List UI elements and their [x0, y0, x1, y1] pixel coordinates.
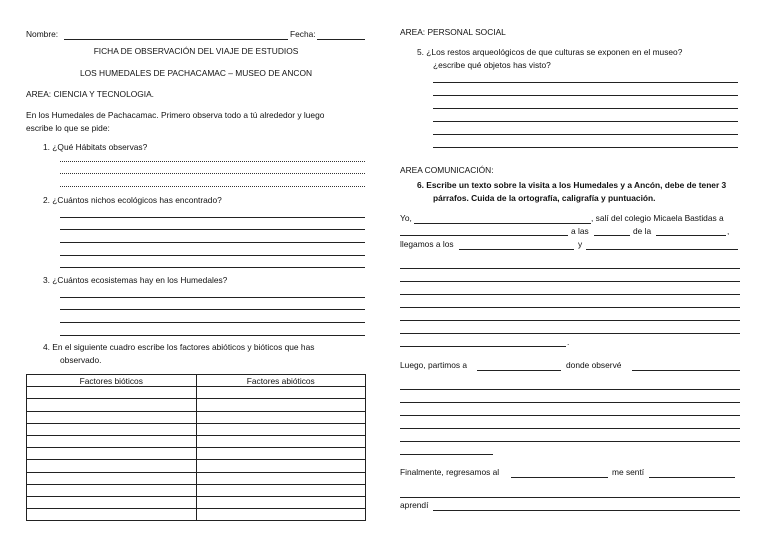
- dela-label: de la: [633, 226, 652, 236]
- blank-turno[interactable]: [656, 235, 726, 236]
- header-abioticos: Factores abióticos: [196, 375, 366, 387]
- llegamos-label: llegamos a los: [400, 239, 454, 249]
- answer-line[interactable]: [400, 454, 493, 455]
- question-6-line-1: 6. Escribe un texto sobre la visita a los Humedales y a Ancón, debe de tener 3: [417, 180, 727, 190]
- blank-partimos[interactable]: [477, 370, 561, 371]
- blank-regresamos[interactable]: [511, 477, 608, 478]
- answer-line[interactable]: [60, 267, 365, 268]
- luego-label: Luego, partimos a: [400, 360, 468, 370]
- alas-label: a las: [571, 226, 589, 236]
- blank-lugar-1[interactable]: [459, 249, 574, 250]
- answer-line[interactable]: [433, 147, 738, 148]
- answer-line[interactable]: [60, 297, 365, 298]
- table-row: [27, 423, 366, 435]
- table-header-row: [27, 375, 366, 387]
- blank-hora[interactable]: [594, 235, 630, 236]
- table-cell[interactable]: [27, 484, 197, 496]
- table-cell[interactable]: [27, 411, 197, 423]
- table-row: [27, 472, 366, 484]
- answer-line[interactable]: [433, 134, 738, 135]
- answer-line[interactable]: [60, 309, 365, 310]
- answer-line[interactable]: [400, 415, 740, 416]
- answer-line[interactable]: [400, 333, 740, 334]
- answer-line[interactable]: [400, 441, 740, 442]
- answer-line[interactable]: [400, 294, 740, 295]
- y-label: y: [578, 239, 583, 249]
- answer-line[interactable]: [60, 161, 365, 162]
- answer-line[interactable]: [60, 173, 365, 174]
- area-comunicacion: AREA COMUNICACIÓN:: [400, 165, 494, 175]
- table-cell[interactable]: [27, 509, 197, 521]
- answer-line[interactable]: [433, 95, 738, 96]
- table-row: [27, 460, 366, 472]
- answer-line[interactable]: [60, 322, 365, 323]
- table-cell[interactable]: [196, 411, 366, 423]
- table-cell[interactable]: [27, 472, 197, 484]
- worksheet-subtitle: LOS HUMEDALES DE PACHACAMAC – MUSEO DE ANCON: [79, 68, 313, 78]
- factors-table: [26, 374, 366, 521]
- question-5-line-2: ¿escribe qué objetos has visto?: [433, 60, 551, 70]
- question-2: 2. ¿Cuántos nichos ecológicos has encontrado?: [43, 195, 222, 205]
- period-label: .: [567, 337, 570, 347]
- table-row: [27, 399, 366, 411]
- table-cell[interactable]: [27, 448, 197, 460]
- table-cell[interactable]: [27, 435, 197, 447]
- table-row: [27, 484, 366, 496]
- table-cell[interactable]: [196, 509, 366, 521]
- mesenti-label: me sentí: [612, 467, 645, 477]
- table-row: [27, 411, 366, 423]
- sali-label: , salí del colegio Micaela Bastidas a: [591, 213, 724, 223]
- table-cell[interactable]: [196, 435, 366, 447]
- answer-line[interactable]: [60, 217, 365, 218]
- answer-line[interactable]: [433, 82, 738, 83]
- answer-line[interactable]: [400, 320, 740, 321]
- question-6-line-2: párrafos. Cuida de la ortografía, caligrafía y puntuación.: [433, 193, 656, 203]
- table-cell[interactable]: [196, 448, 366, 460]
- answer-line[interactable]: [400, 428, 740, 429]
- answer-line[interactable]: [60, 335, 365, 336]
- aprendi-label: aprendí: [400, 500, 429, 510]
- yo-label: Yo,: [400, 213, 412, 223]
- blank-observe[interactable]: [632, 370, 740, 371]
- table-cell[interactable]: [196, 484, 366, 496]
- nombre-label: Nombre:: [26, 29, 59, 39]
- comma-label: ,: [727, 226, 730, 236]
- answer-line[interactable]: [60, 186, 365, 187]
- table-cell[interactable]: [196, 387, 366, 399]
- intro-line-2: escribe lo que se pide:: [26, 123, 110, 133]
- table-cell[interactable]: [27, 460, 197, 472]
- answer-line[interactable]: [400, 346, 566, 347]
- answer-line[interactable]: [400, 389, 740, 390]
- table-cell[interactable]: [196, 472, 366, 484]
- answer-line[interactable]: [60, 255, 365, 256]
- table-cell[interactable]: [196, 423, 366, 435]
- answer-line[interactable]: [433, 121, 738, 122]
- fecha-line[interactable]: [317, 39, 365, 40]
- blank-aprendi[interactable]: [433, 510, 740, 511]
- table-cell[interactable]: [196, 496, 366, 508]
- blank-lugar-2[interactable]: [586, 249, 738, 250]
- answer-line[interactable]: [400, 307, 740, 308]
- question-4-line-2: observado.: [60, 355, 102, 365]
- area-personal-social: AREA: PERSONAL SOCIAL: [400, 27, 506, 37]
- table-row: [27, 387, 366, 399]
- table-row: [27, 496, 366, 508]
- area-ciencia: AREA: CIENCIA Y TECNOLOGIA.: [26, 89, 154, 99]
- worksheet-title: FICHA DE OBSERVACIÓN DEL VIAJE DE ESTUDIOS: [93, 46, 299, 56]
- answer-line[interactable]: [60, 242, 365, 243]
- question-3: 3. ¿Cuántos ecosistemas hay en los Humedales?: [43, 275, 228, 285]
- question-1: 1. ¿Qué Hábitats observas?: [43, 142, 148, 152]
- blank-nombre[interactable]: [414, 223, 591, 224]
- table-cell[interactable]: [27, 399, 197, 411]
- answer-line[interactable]: [400, 281, 740, 282]
- nombre-line[interactable]: [64, 39, 288, 40]
- table-cell[interactable]: [27, 496, 197, 508]
- answer-line[interactable]: [400, 268, 740, 269]
- table-cell[interactable]: [196, 460, 366, 472]
- header-bioticos: Factores bióticos: [27, 375, 197, 387]
- question-5-line-1: 5. ¿Los restos arqueológicos de que culturas se exponen en el museo?: [417, 47, 683, 57]
- intro-line-1: En los Humedales de Pachacamac. Primero observa todo a tú alrededor y luego: [26, 110, 325, 120]
- table-cell[interactable]: [27, 387, 197, 399]
- table-cell[interactable]: [196, 399, 366, 411]
- donde-label: donde observé: [566, 360, 622, 370]
- table-row: [27, 509, 366, 521]
- blank-me-senti[interactable]: [649, 477, 735, 478]
- fecha-label: Fecha:: [290, 29, 316, 39]
- answer-line[interactable]: [433, 108, 738, 109]
- finalmente-label: Finalmente, regresamos al: [400, 467, 500, 477]
- blank-destino[interactable]: [400, 235, 568, 236]
- question-4-line-1: 4. En el siguiente cuadro escribe los factores abióticos y bióticos que has: [43, 342, 315, 352]
- table-row: [27, 448, 366, 460]
- answer-line[interactable]: [400, 402, 740, 403]
- answer-line[interactable]: [400, 497, 740, 498]
- table-row: [27, 435, 366, 447]
- answer-line[interactable]: [60, 229, 365, 230]
- table-cell[interactable]: [27, 423, 197, 435]
